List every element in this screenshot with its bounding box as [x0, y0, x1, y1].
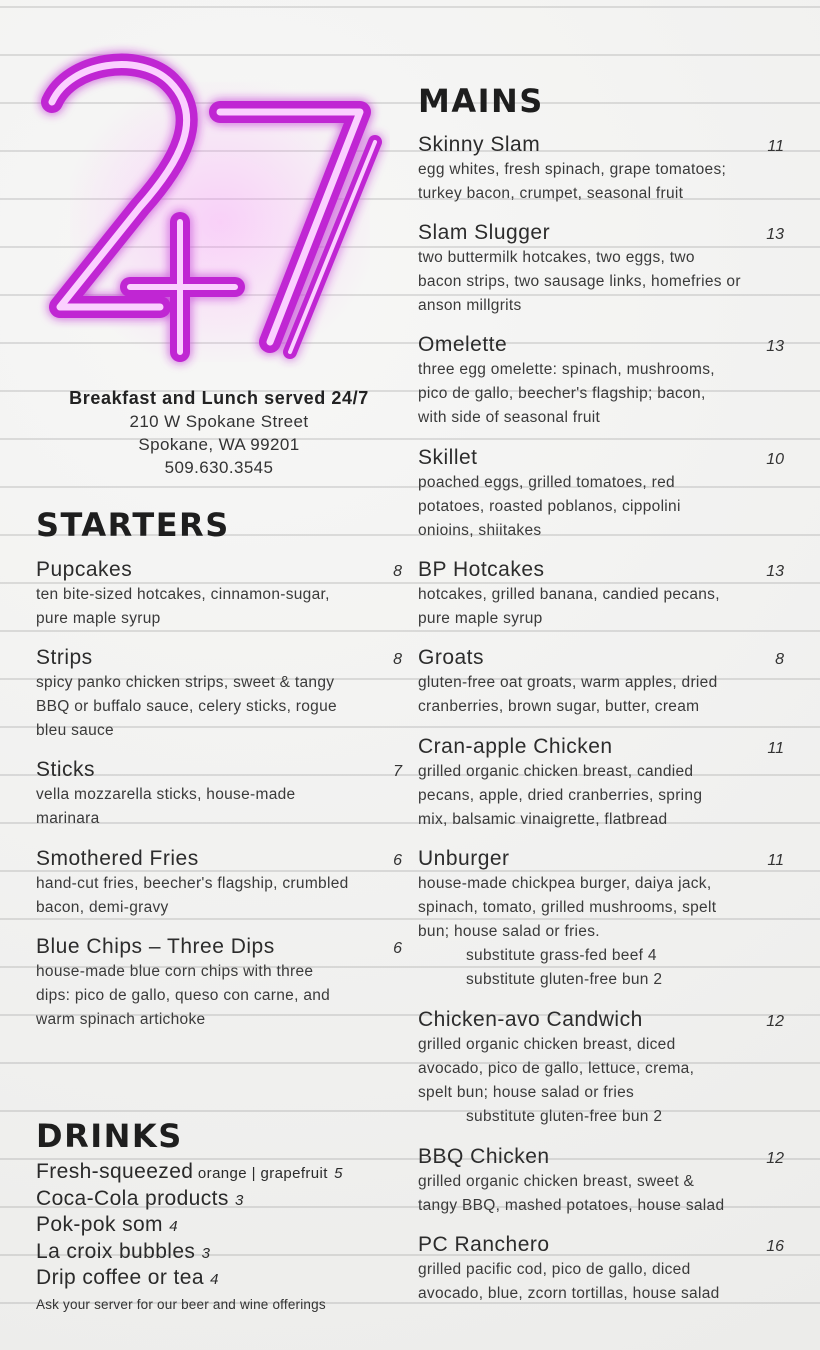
menu-item — [36, 758, 402, 831]
item-description: ten bite-sized hotcakes, cinnamon-sugar, pure maple syrup — [36, 586, 330, 627]
item-substitution: substitute grass-fed beef 4 — [466, 947, 657, 964]
menu-item — [418, 847, 784, 992]
menu-item — [418, 133, 784, 206]
item-description: hand-cut fries, beecher's flagship, crumbled bacon, demi-gravy — [36, 875, 349, 916]
item-description: gluten-free oat groats, warm apples, dried cranberries, brown sugar, butter, cream — [418, 674, 718, 715]
item-price: 13 — [766, 226, 784, 243]
item-description: vella mozzarella sticks, house-made marinara — [36, 786, 296, 827]
item-description: two buttermilk hotcakes, two eggs, two bacon strips, two sausage links, homefries or anson millgrits — [418, 249, 741, 314]
item-description: hotcakes, grilled banana, candied pecans, pure maple syrup — [418, 586, 720, 627]
drink-price: 3 — [201, 1244, 211, 1262]
item-name: Cran-apple Chicken — [418, 735, 613, 758]
drink-item: Pok-pok som 4 — [36, 1213, 178, 1236]
menu-item — [418, 558, 784, 631]
menu-item — [418, 1233, 784, 1306]
item-substitution: substitute gluten-free bun 2 — [466, 971, 663, 988]
item-name: Pupcakes — [36, 558, 133, 581]
item-substitution: substitute gluten-free bun 2 — [466, 1108, 663, 1125]
item-name: Omelette — [418, 333, 508, 356]
item-name: Slam Slugger — [418, 221, 551, 244]
drink-price: 4 — [169, 1218, 178, 1235]
logo-24-7-icon — [30, 42, 390, 382]
item-name: Strips — [36, 646, 93, 669]
drink-price: 4 — [210, 1271, 219, 1288]
menu-item — [36, 935, 402, 1032]
item-price: 13 — [766, 338, 784, 355]
item-name: BBQ Chicken — [418, 1145, 550, 1168]
item-description: grilled organic chicken breast, candied pecans, apple, dried cranberries, spring mix, balsamic vinaigrette, flatbread — [418, 763, 703, 828]
restaurant-info — [36, 388, 402, 478]
drink-item: Fresh-squeezed orange | grapefruit 5 — [36, 1160, 343, 1183]
item-price: 11 — [767, 852, 784, 869]
item-name: Skinny Slam — [418, 133, 541, 156]
item-name: Unburger — [418, 847, 510, 870]
drinks-list — [36, 1160, 406, 1312]
tagline: Breakfast and Lunch served 24/7 — [69, 388, 369, 408]
item-name: Smothered Fries — [36, 847, 199, 870]
item-name: PC Ranchero — [418, 1233, 550, 1256]
address-line-2: Spokane, WA 99201 — [138, 435, 300, 454]
item-price: 16 — [766, 1238, 784, 1255]
phone-number: 509.630.3545 — [164, 458, 274, 477]
item-price: 6 — [393, 940, 402, 957]
item-name: BP Hotcakes — [418, 558, 545, 581]
item-description: grilled pacific cod, pico de gallo, diced avocado, blue, zcorn tortillas, house salad — [418, 1261, 720, 1302]
item-price: 8 — [393, 563, 402, 580]
item-price: 13 — [766, 563, 784, 580]
menu-item — [418, 735, 784, 832]
item-price: 10 — [766, 451, 784, 468]
item-name: Skillet — [418, 446, 478, 469]
drink-price: 3 — [235, 1191, 244, 1209]
menu-item — [36, 558, 402, 631]
item-description: poached eggs, grilled tomatoes, red potatoes, roasted poblanos, cippolini onioins, shiitakes — [418, 474, 681, 539]
item-name: Groats — [418, 646, 485, 669]
starters-heading: STARTERS — [36, 506, 230, 544]
item-price: 11 — [767, 138, 784, 155]
neon-logo — [30, 42, 390, 382]
menu-item — [36, 847, 402, 920]
drink-item: Drip coffee or tea 4 — [36, 1266, 219, 1289]
item-price: 6 — [393, 852, 402, 869]
item-description: three egg omelette: spinach, mushrooms, pico de gallo, beecher's flagship; bacon, with side of seasonal fruit — [418, 361, 715, 426]
drink-item: Coca-Cola products 3 — [36, 1186, 244, 1210]
item-name: Chicken-avo Candwich — [418, 1008, 643, 1031]
menu-item — [418, 221, 784, 318]
item-description: spicy panko chicken strips, sweet & tangy BBQ or buffalo sauce, celery sticks, rogue bleu sauce — [36, 674, 337, 739]
item-description: house-made chickpea burger, daiya jack, spinach, tomato, grilled mushrooms, spelt bun; house salad or fries. — [418, 875, 717, 940]
item-description: house-made blue corn chips with three dips: pico de gallo, queso con carne, and warm spinach artichoke — [36, 963, 331, 1028]
menu-item — [36, 646, 402, 743]
item-price: 8 — [775, 651, 784, 668]
menu-item — [418, 646, 784, 719]
item-description: egg whites, fresh spinach, grape tomatoes; turkey bacon, crumpet, seasonal fruit — [418, 161, 727, 202]
menu-item — [418, 333, 784, 430]
menu-item — [418, 1008, 784, 1129]
drink-item: La croix bubbles 3 — [36, 1239, 211, 1263]
item-name: Sticks — [36, 758, 96, 781]
mains-heading: MAINS — [418, 82, 544, 120]
item-name: Blue Chips – Three Dips — [36, 935, 275, 958]
menu-item — [418, 446, 784, 543]
address-line-1: 210 W Spokane Street — [129, 412, 309, 431]
item-price: 8 — [393, 651, 402, 668]
menu-item — [418, 1145, 784, 1218]
item-price: 11 — [767, 740, 784, 757]
drinks-note: Ask your server for our beer and wine offerings — [36, 1296, 326, 1312]
item-description: grilled organic chicken breast, sweet & tangy BBQ, mashed potatoes, house salad — [418, 1173, 725, 1214]
item-description: grilled organic chicken breast, diced avocado, pico de gallo, lettuce, crema, spelt bun; house salad or fries — [418, 1036, 695, 1101]
item-price: 12 — [766, 1013, 784, 1030]
drink-price: 5 — [334, 1165, 343, 1182]
item-price: 12 — [766, 1150, 784, 1167]
drinks-heading: DRINKS — [36, 1117, 183, 1155]
item-price: 7 — [393, 763, 402, 780]
